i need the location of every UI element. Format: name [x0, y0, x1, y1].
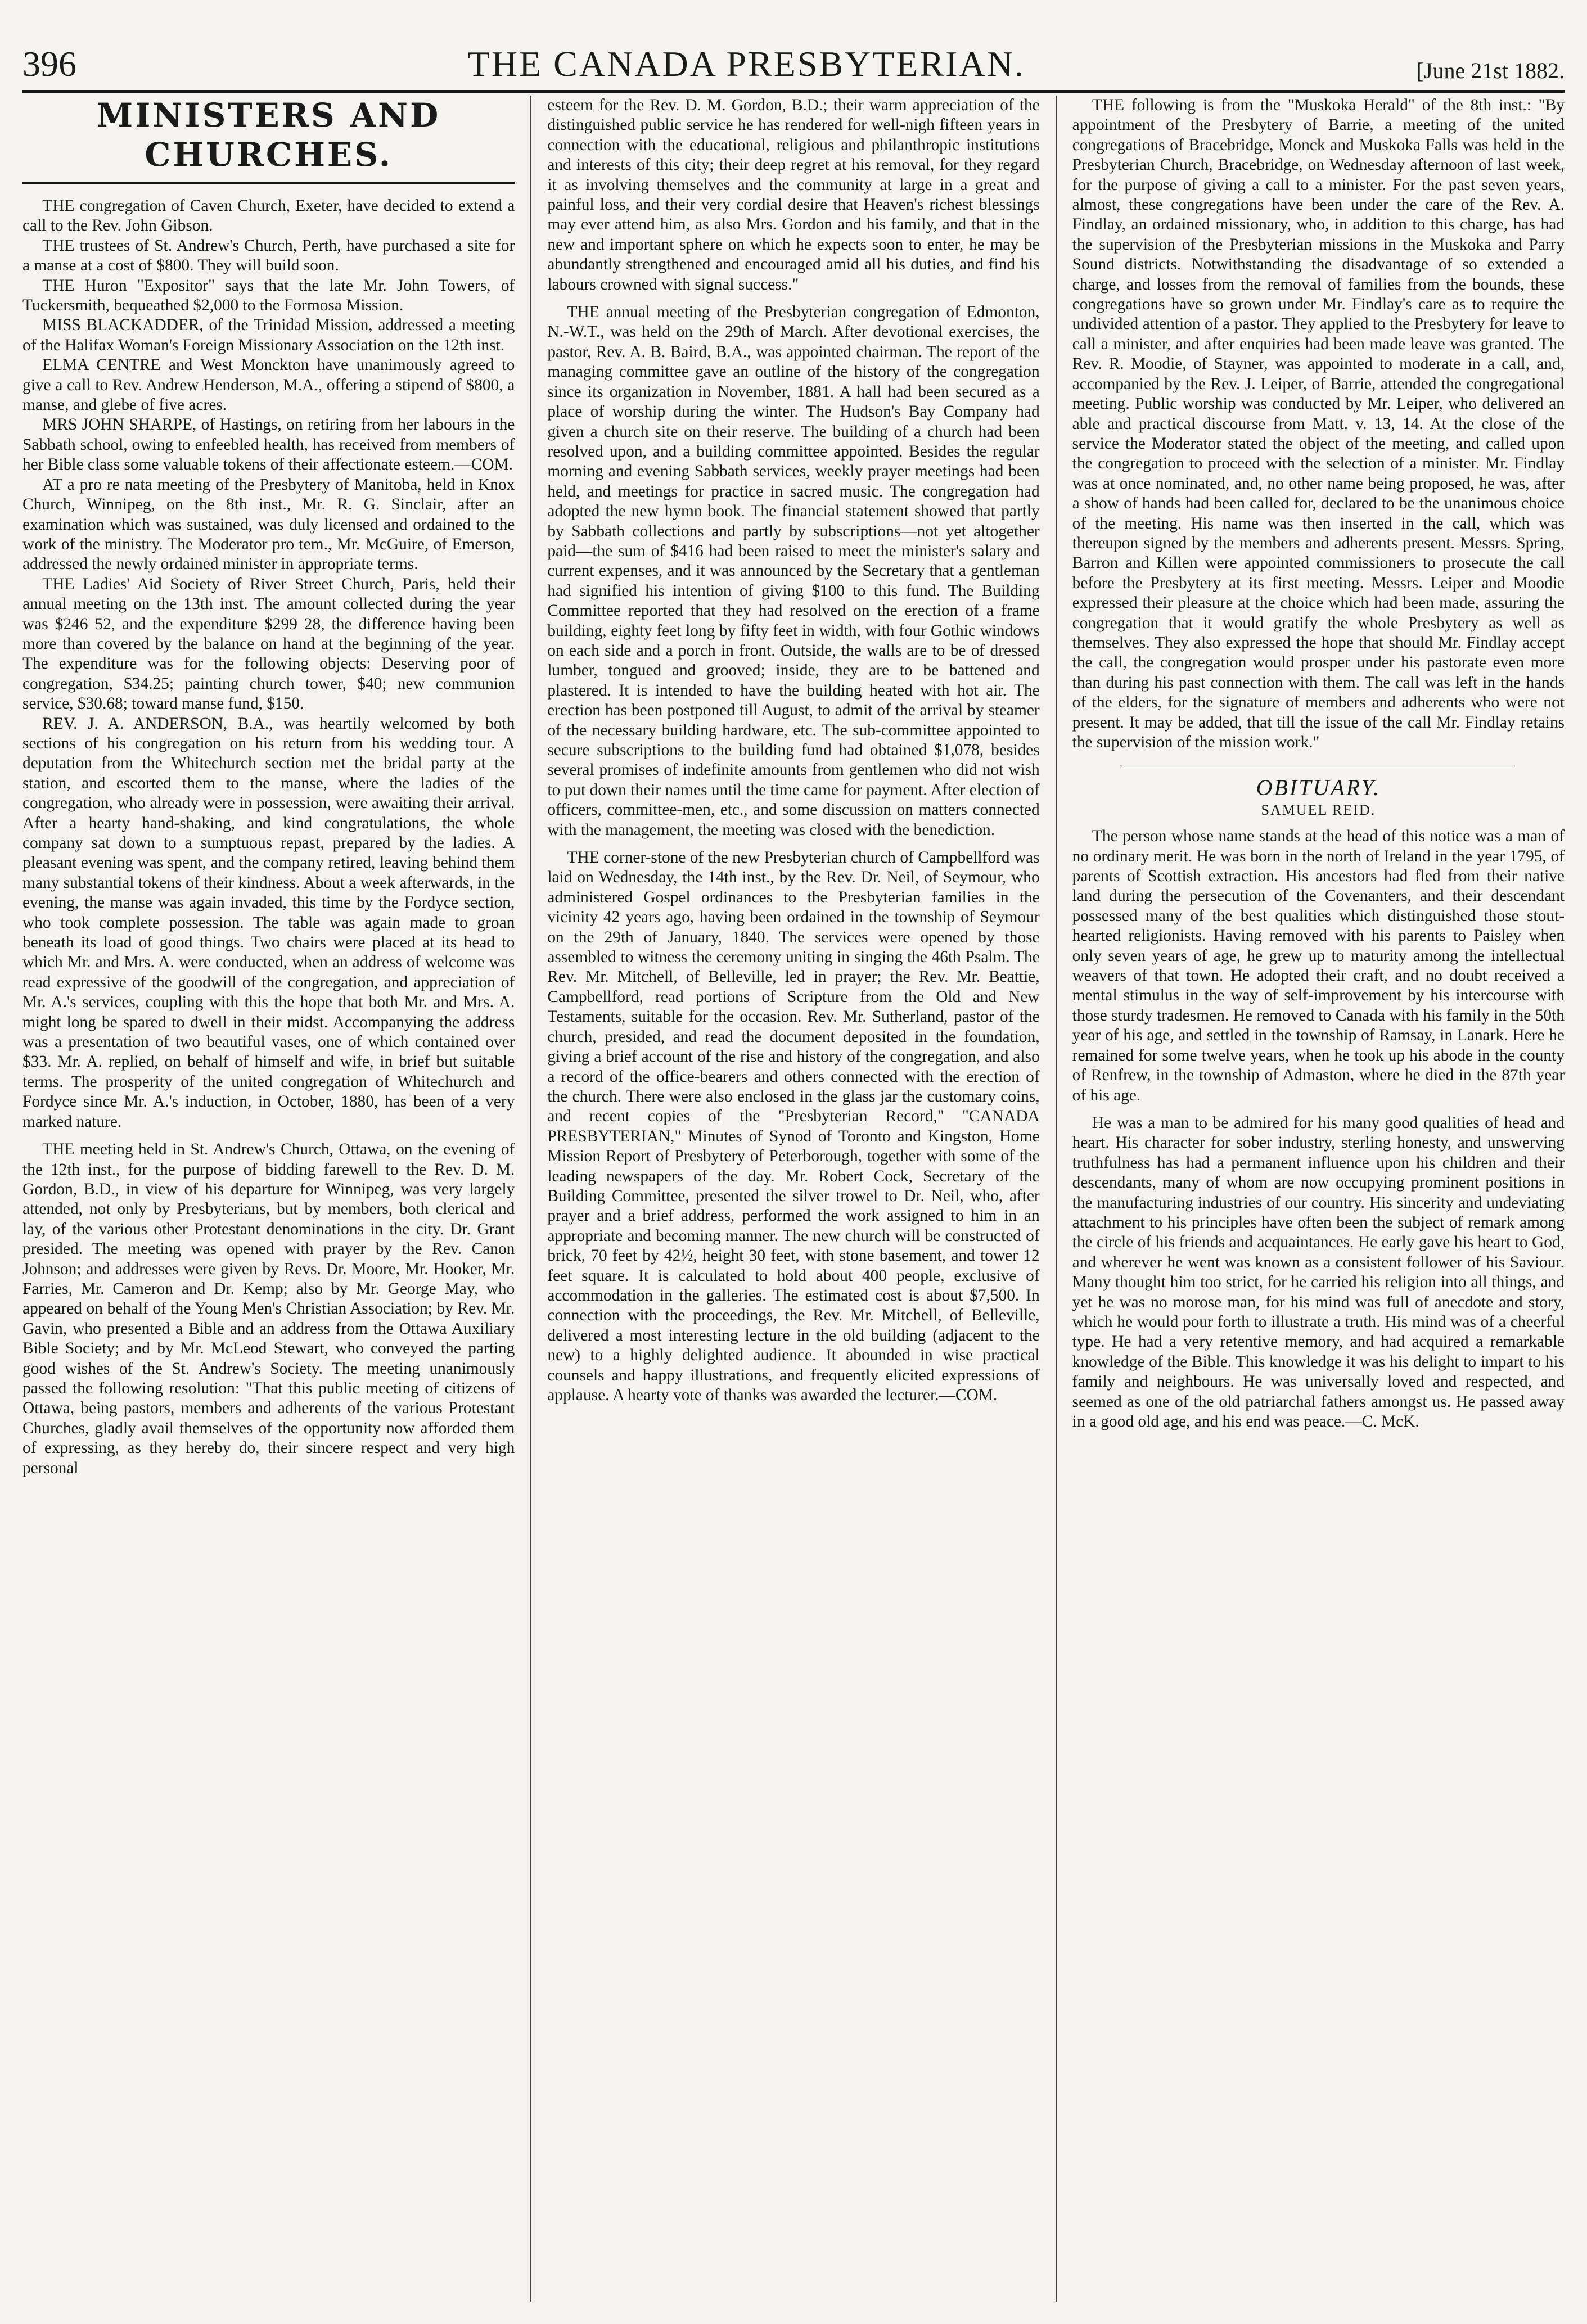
obituary-title: OBITUARY.: [1256, 775, 1381, 801]
section-title: MINISTERS AND CHURCHES.: [22, 96, 515, 184]
news-paragraph: MISS BLACKADDER, of the Trinidad Mission, addressed a meeting of the Halifax Woman's Foreign Missionary Association on the 12th inst.: [22, 316, 515, 354]
news-paragraph: THE corner-stone of the new Presbyterian church of Campbellford was laid on Wednesday, the 14th inst., by the Rev. Dr. Neil, of Seymour, who administered Gospel ordinances to the Presbyterian families in the vicinity 42 years ago, having been ordained in the township of Seymour on the 29th of January, 1840. The services were opened by those assembled to witness the ceremony uniting in singing the 46th Psalm. The Rev. Mr. Mitchell, of Belleville, led in prayer; the Rev. Mr. Beattie, Campbellford, read portions of Scripture from the Old and New Testaments, suitable for the occasion. Rev. Mr. Sutherland, pastor of the church, presided, and read the document deposited in the foundation, giving a brief account of the rise and history of the congregation, and also a record of the office-bearers and others connected with the erection of the church. There were also enclosed in the glass jar the customary coins, and recent copies of the "Presbyterian Record," "CANADA PRESBYTERIAN," Minutes of Synod of Toronto and Kingston, Home Mission Report of Presbytery of Peterborough, together with some of the leading newspapers of the day. Mr. Robert Cock, Secretary of the Building Committee, presented the silver trowel to Dr. Neil, who, after prayer and a brief address, performed the work assigned to him in an appropriate and becoming manner. The new church will be constructed of brick, 70 feet by 42½, height 30 feet, with stone basement, and tower 12 feet square. It is calculated to hold about 400 people, exclusive of accommodation in the galleries. The estimated cost is about $7,500. In connection with the proceedings, the Rev. Mr. Mitchell, of Belleville, delivered a most interesting lecture in the old building (adjacent to the new) to a highly delighted audience. It abounded in wise practical counsels and happy illustrations, and frequently elicited expressions of applause. A hearty vote of thanks was awarded the lecturer.—COM.: [547, 849, 1040, 1404]
news-paragraph: THE Ladies' Aid Society of River Street Church, Paris, held their annual meeting on the 13th inst. The amount collected during the year was $246 52, and the expenditure $299 28, the difference having been more than covered by the balance on hand at the beginning of the year. The expenditure was for the following objects: Deserving poor of congregation, $34.25; painting church tower, $40; new communion service, $30.68; toward manse fund, $150.: [22, 575, 515, 713]
obituary-paragraph: He was a man to be admired for his many good qualities of head and heart. His character for sober industry, sterling honesty, and unswerving truthfulness has had a permanent influence upon his children and their descendants, many of whom are now occupying prominent positions in the manufacturing industries of our country. His sincerity and undeviating attachment to his principles have often been the subject of remark among the circle of his friends and acquaintances. He early gave his heart to God, and wherever he went was known as a consistent follower of his Saviour. Many thought him too strict, for he carried his religion into all things, and yet he was no morose man, for his mind was full of anecdote and story, which he would pour forth to illustrate a truth. His mind was of a cheerful type. He had a very retentive memory, and had acquired a remarkable knowledge of the Bible. This knowledge it was his delight to impart to his family and neighbours. He was universally loved and respected, and seemed as one of the old patriarchal fathers amongst us. He passed away in a good old age, and his end was peace.—C. McK.: [1072, 1113, 1565, 1430]
page-header: [22, 20, 1565, 93]
news-paragraph: THE annual meeting of the Presbyterian congregation of Edmonton, N.-W.T., was held on the 29th of March. After devotional exercises, the pastor, Rev. A. B. Baird, B.A., was appointed chairman. The report of the managing committee gave an outline of the history of the congregation since its organization in November, 1881. A hall had been secured as a place of worship during the winter. The Hudson's Bay Company had given a church site on their reserve. The building of a church had been resolved upon, and a building committee appointed. Besides the regular morning and evening Sabbath services, weekly prayer meetings had been held, and meetings for practice in sacred music. The congregation had adopted the new hymn book. The financial statement showed that partly by Sabbath collections and partly by subscriptions—not yet altogether paid—the sum of $416 had been raised to meet the minister's salary and current expenses, and it was announced by the Secretary that a gentleman had signified his intention of giving $100 to this fund. The Building Committee reported that they had resolved on the erection of a frame building, eighty feet long by fifty feet in width, with four Gothic windows on each side and a porch in front. Outside, the walls are to be of dressed lumber, tongued and grooved; inside, they are to be battened and plastered. It is intended to have the building heated with hot air. The erection has been postponed till August, to admit of the arrival by steamer of the necessary building hardware, etc. The sub-committee appointed to secure subscriptions to the building fund had obtained $1,078, besides several promises of indefinite amounts from gentlemen who did not wish to put down their names until the time came for payment. After election of officers, committee-men, etc., and some discussion on matters connected with the management, the meeting was closed with the benediction.: [547, 303, 1040, 839]
news-paragraph: THE trustees of St. Andrew's Church, Perth, have purchased a site for a manse at a cost of $800. They will build soon.: [22, 236, 515, 275]
column-1: [22, 96, 530, 2302]
news-paragraph: THE meeting held in St. Andrew's Church, Ottawa, on the evening of the 12th inst., for the purpose of bidding farewell to the Rev. D. M. Gordon, B.D., in view of his departure for Winnipeg, was very largely attended, not only by Presbyterians, but by members, both clerical and lay, of the various other Protestant denominations in the city. Dr. Grant presided. The meeting was opened with prayer by the Rev. Canon Johnson; and addresses were given by Revs. Dr. Moore, Mr. Hooker, Mr. Farries, Mr. Cameron and Dr. Kemp; also by Mr. George May, who appeared on behalf of the Young Men's Christian Association; by Rev. Mr. Gavin, who presented a Bible and an address from the Ottawa Auxiliary Bible Society; and by Mr. McLeod Stewart, who conveyed the parting good wishes of the St. Andrew's Society. The meeting unanimously passed the following resolution: "That this public meeting of citizens of Ottawa, being pastors, members and adherents of the various Protestant Churches, gladly avail themselves of the opportunity now afforded them of expressing, as they hereby do, their sincere respect and very high personal: [22, 1140, 515, 1477]
masthead-title: THE CANADA PRESBYTERIAN.: [467, 44, 1025, 84]
page-number: 396: [22, 44, 76, 84]
divider-rule: [1121, 765, 1515, 766]
issue-date: [June 21st 1882.: [1416, 58, 1565, 83]
column-3: [1056, 96, 1565, 2302]
news-paragraph: REV. J. A. ANDERSON, B.A., was heartily welcomed by both sections of his congregation on his return from his wedding tour. A deputation from the Whitechurch section met the bridal party at the station, and escorted them to the manse, where the ladies of the congregation, who already were in possession, were awaiting their arrival. After a hearty hand-shaking, and kind congratulations, the whole company sat down to a sumptuous repast, prepared by the ladies. A pleasant evening was spent, and the company retired, leaving behind them many substantial tokens of their kindness. About a week afterwards, in the evening, the manse was again invaded, this time by the Fordyce section, who took complete possession. The table was again made to groan beneath its load of good things. Two chairs were placed at its head to which Mr. and Mrs. A. were conducted, when an address of welcome was read expressive of the goodwill of the congregation, and appreciation of Mr. A.'s services, coupling with this the hope that both Mr. and Mrs. A. might long be spared to dwell in their midst. Accompanying the address was a presentation of two beautiful vases, one of which contained over $33. Mr. A. replied, on behalf of himself and wife, in brief but suitable terms. The prosperity of the united congregation of Whitechurch and Fordyce since Mr. A.'s induction, in October, 1880, has been of a very marked nature.: [22, 714, 515, 1131]
column-2: [530, 96, 1055, 2302]
news-paragraph: esteem for the Rev. D. M. Gordon, B.D.; their warm appreciation of the distinguished public service he has rendered for well-nigh fifteen years in connection with the educational, religious and philanthropic institutions and interests of this city; their deep regret at his removal, for they regard it as involving themselves and the community at large in a great and painful loss, and their very cordial desire that Heaven's richest blessings may ever attend him, as also Mrs. Gordon and his family, and that in the new and important sphere on which he expects soon to enter, he may be abundantly strengthened and encouraged amid all his duties, and find his labours crowned with signal success.": [547, 96, 1040, 294]
article-columns: [22, 96, 1565, 2302]
news-paragraph: THE Huron "Expositor" says that the late Mr. John Towers, of Tuckersmith, bequeathed $2,000 to the Formosa Mission.: [22, 276, 515, 315]
news-paragraph: ELMA CENTRE and West Monckton have unanimously agreed to give a call to Rev. Andrew Henderson, M.A., offering a stipend of $800, a manse, and glebe of five acres.: [22, 356, 515, 414]
news-paragraph: MRS JOHN SHARPE, of Hastings, on retiring from her labours in the Sabbath school, owing to enfeebled health, has received from members of her Bible class some valuable tokens of their affectionate esteem.—COM.: [22, 416, 515, 474]
news-paragraph: THE congregation of Caven Church, Exeter, have decided to extend a call to the Rev. John Gibson.: [22, 197, 515, 235]
news-paragraph: THE following is from the "Muskoka Herald" of the 8th inst.: "By appointment of the Presbytery of Barrie, a meeting of the united congregations of Bracebridge, Monck and Muskoka Falls was held in the Presbyterian Church, Bracebridge, on Wednesday afternoon of last week, for the purpose of giving a call to a minister. For the past seven years, almost, these congregations have been under the care of the Rev. A. Findlay, an ordained missionary, who, in addition to this charge, has had the supervision of the Presbyterian missions in the Muskoka and Parry Sound districts. Notwithstanding the disadvantage of so extended a charge, and losses from the removal of families from the bounds, these congregations have so grown under Mr. Findlay's care as to require the undivided attention of a pastor. They applied to the Presbytery for leave to call a minister, and after enquiries had been made leave was granted. The Rev. R. Moodie, of Stayner, was appointed to moderate in a call, and, accompanied by the Rev. J. Leiper, of Barrie, attended the congregational meeting. Public worship was conducted by Mr. Leiper, who delivered an able and practical discourse from Matt. v. 13, 14. At the close of the service the Moderator stated the object of the meeting, and called upon the congregation to proceed with the selection of a minister. Mr. Findlay was at once nominated, and, no other name being proposed, he was, after a show of hands had been called for, declared to be the unanimous choice of the meeting. His name was then inserted in the call, which was thereupon signed by the members and adherents present. Messrs. Spring, Barron and Killen were appointed commissioners to prosecute the call before the Presbytery at its first meeting. Messrs. Leiper and Moodie expressed their pleasure at the choice which had been made, assuring the congregation that it would gratify the whole Presbytery as well as themselves. They also expressed the hope that should Mr. Findlay accept the call, the congregation would prosper under his pastorate even more than during his past connection with them. The call was left in the hands of the elders, for the signature of members and adherents who were not present. It may be added, that till the issue of the call Mr. Findlay retains the supervision of the mission work.": [1072, 96, 1565, 751]
obituary-subject: SAMUEL REID.: [1261, 801, 1376, 818]
obituary-paragraph: The person whose name stands at the head of this notice was a man of no ordinary merit. He was born in the north of Ireland in the year 1795, of parents of Scottish extraction. His ancestors had fled from their native land during the persecution of the Covenanters, and their descendant possessed many of the best qualities which distinguished those stout-hearted religionists. Having removed with his parents to Paisley when only seven years of age, he grew up to maturity among the intellectual weavers of that town. He adopted their craft, and no doubt received a mental stimulus in the way of self-improvement by his intercourse with those sturdy tradesmen. He removed to Canada with his family in the 50th year of his age, and settled in the township of Ramsay, in Lanark. Here he remained for some twelve years, when he took up his abode in the county of Renfrew, in the township of Admaston, where he died in the 87th year of his age.: [1072, 827, 1565, 1104]
news-paragraph: AT a pro re nata meeting of the Presbytery of Manitoba, held in Knox Church, Winnipeg, on the 8th inst., Mr. R. G. Sinclair, after an examination which was sustained, was duly licensed and ordained to the work of the ministry. The Moderator pro tem., Mr. McGuire, of Emerson, addressed the newly ordained minister in appropriate terms.: [22, 475, 515, 574]
